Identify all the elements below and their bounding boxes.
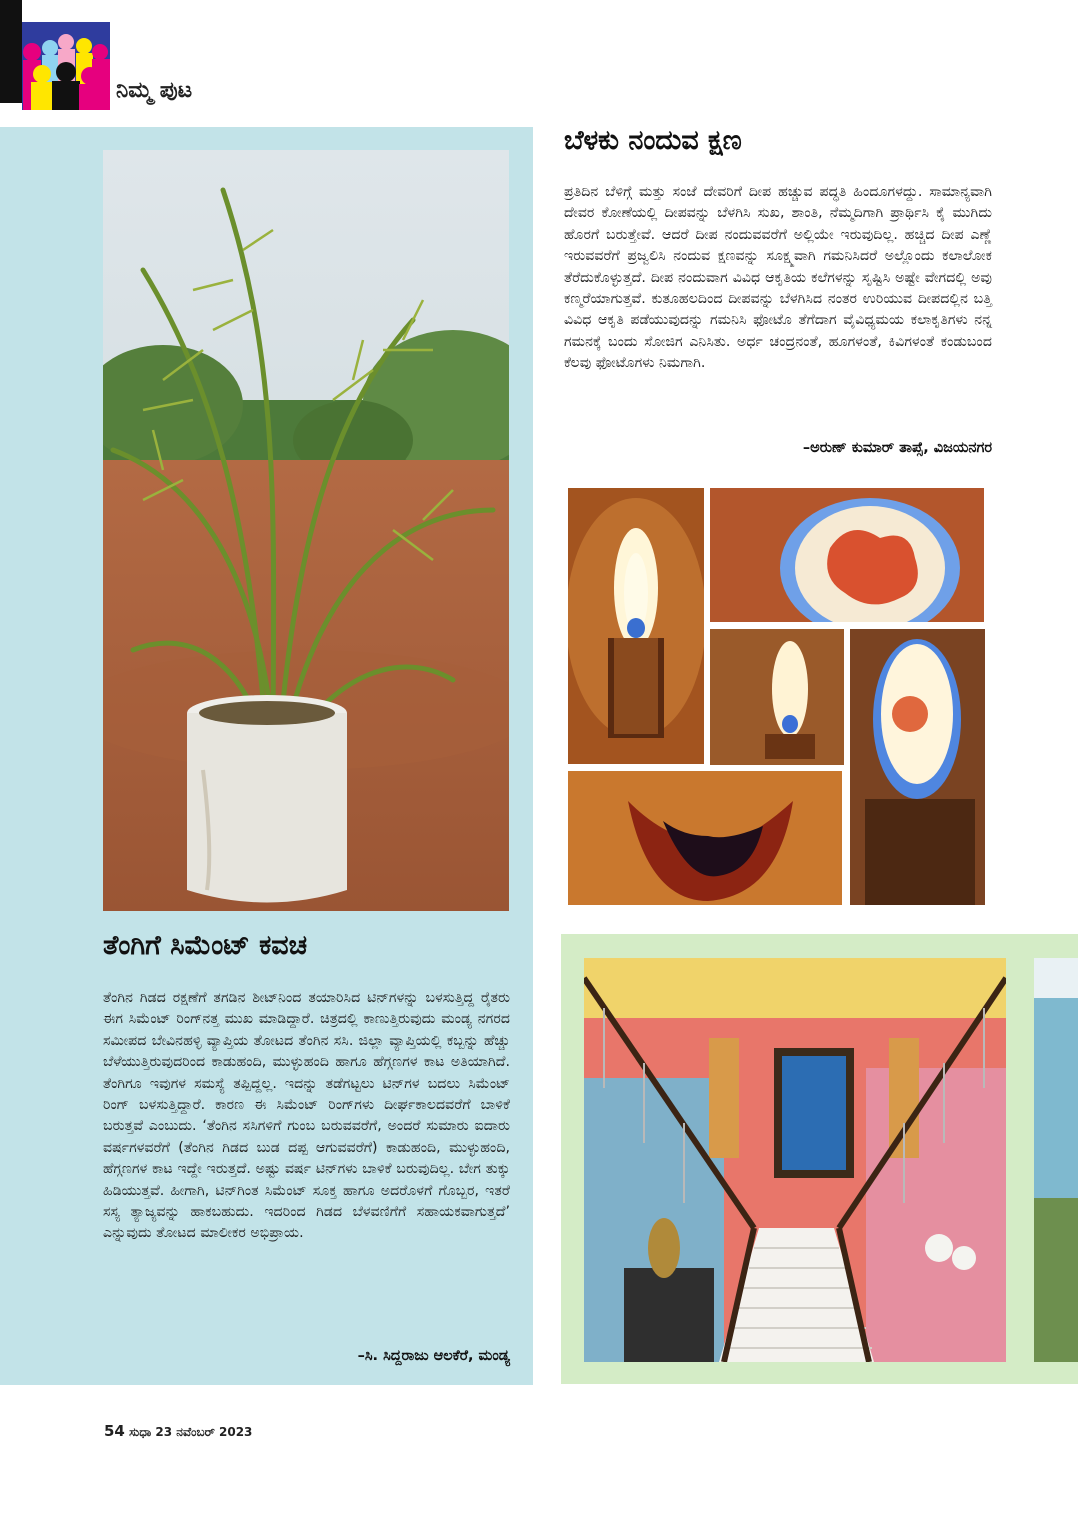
- staircase-interior-photo: [584, 958, 1006, 1362]
- left-article-title: ತೆಂಗಿಗೆ ಸಿಮೆಂಟ್ ಕವಚ: [103, 930, 308, 961]
- flame-photo-4: [850, 629, 985, 905]
- flame-photo-2: [710, 488, 984, 622]
- coconut-sapling-photo: [103, 150, 509, 911]
- page-number: 54: [104, 1422, 125, 1440]
- flame-photo-1: [568, 488, 704, 764]
- footer-text: ಸುಧಾ 23 ನವೆಂಬರ್ 2023: [129, 1425, 253, 1439]
- page-footer: [104, 1422, 252, 1440]
- flame-photo-5: [568, 771, 842, 905]
- right-article-title: ಬೆಳಕು ನಂದುವ ಕ್ಷಣ: [564, 125, 742, 156]
- left-article-body: ತೆಂಗಿನ ಗಿಡದ ರಕ್ಷಣೆಗೆ ತಗಡಿನ ಶೀಟ್‌ನಿಂದ ತಯಾರಿಸಿದ ಟಿನ್‌ಗಳನ್ನು ಬಳಸುತ್ತಿದ್ದ ರೈತರು ಈಗ ಸಿಮೆಂಟ್ ರಿಂಗ್‌ನತ್ತ ಮುಖ ಮಾಡಿದ್ದಾರೆ. ಚಿತ್ರದಲ್ಲಿ ಕಾಣುತ್ತಿರುವುದು ಮಂಡ್ಯ ನಗರದ ಸಮೀಪದ ಬೇವಿನಹಳ್ಳಿ ವ್ಯಾಪ್ತಿಯ ತೋಟದ ತೆಂಗಿನ ಸಸಿ. ಜಿಲ್ಲಾ ವ್ಯಾಪ್ತಿಯಲ್ಲಿ ಕಬ್ಬನ್ನು ಹೆಚ್ಚು ಬೆಳೆಯುತ್ತಿರುವುದರಿಂದ ಕಾಡುಹಂದಿ, ಮುಳ್ಳುಹಂದಿ ಹಾಗೂ ಹೆಗ್ಗಣಗಳ ಕಾಟ ಅತಿಯಾಗಿದೆ. ತೆಂಗಿಗೂ ಇವುಗಳ ಸಮಸ್ಯೆ ತಪ್ಪಿದ್ದಲ್ಲ. ಇದನ್ನು ತಡೆಗಟ್ಟಲು ಟಿನ್‌ಗಳ ಬದಲು ಸಿಮೆಂಟ್ ರಿಂಗ್ ಬಳಸುತ್ತಿದ್ದಾರೆ. ಕಾರಣ ಈ ಸಿಮೆಂಟ್ ರಿಂಗ್‌ಗಳು ದೀರ್ಘಕಾಲದವರೆಗೆ ಬಾಳಿಕೆ ಬರುತ್ತವೆ ಎಂಬುದು. ‘ತೆಂಗಿನ ಸಸಿಗಳಿಗೆ ಗುಂಬ ಬರುವವರೆಗೆ, ಅಂದರೆ ಸುಮಾರು ಐದಾರು ವರ್ಷಗಳವರೆಗೆ (ತೆಂಗಿನ ಗಿಡದ ಬುಡ ದಪ್ಪ ಆಗುವವರೆಗೆ) ಕಾಡುಹಂದಿ, ಮುಳ್ಳುಹಂದಿ, ಹೆಗ್ಗಣಗಳ ಕಾಟ ಇದ್ದೇ ಇರುತ್ತದೆ. ಅಷ್ಟು ವರ್ಷ ಟಿನ್‌ಗಳು ಬಾಳಿಕೆ ಬರುವುದಿಲ್ಲ. ಬೇಗ ತುಕ್ಕು ಹಿಡಿಯುತ್ತವೆ. ಹೀಗಾಗಿ, ಟಿನ್‌ಗಿಂತ ಸಿಮೆಂಟ್ ಸೂಕ್ತ ಹಾಗೂ ಅದರೊಳಗೆ ಗೊಬ್ಬರ, ಇತರೆ ಸಸ್ಯ ತ್ಯಾಜ್ಯವನ್ನು ಹಾಕಬಹುದು. ಇದರಿಂದ ಗಿಡದ ಬೆಳವಣಿಗೆಗೆ ಸಹಾಯಕವಾಗುತ್ತದೆ’ ಎನ್ನುವುದು ತೋಟದ ಮಾಲೀಕರ ಅಭಿಪ್ರಾಯ.: [103, 990, 510, 1242]
- partial-mural-photo: [1034, 958, 1078, 1362]
- right-article-byline: –ಅರುಣ್ ಕುಮಾರ್ ತಾಪ್ಸೆ, ವಿಜಯನಗರ: [802, 440, 992, 456]
- section-label: ನಿಮ್ಮ ಪುಟ: [116, 78, 193, 103]
- left-article-byline: –ಸಿ. ಸಿದ್ದರಾಜು ಆಲಕೆರೆ, ಮಂಡ್ಯ: [357, 1348, 510, 1364]
- corner-block: [0, 0, 22, 103]
- flame-photo-3: [710, 629, 844, 765]
- right-article-body: ಪ್ರತಿದಿನ ಬೆಳಿಗ್ಗೆ ಮತ್ತು ಸಂಜೆ ದೇವರಿಗೆ ದೀಪ ಹಚ್ಚುವ ಪದ್ಧತಿ ಹಿಂದೂಗಳದ್ದು. ಸಾಮಾನ್ಯವಾಗಿ ದೇವರ ಕೋಣೆಯಲ್ಲಿ ದೀಪವನ್ನು ಬೆಳಗಿಸಿ ಸುಖ, ಶಾಂತಿ, ನೆಮ್ಮದಿಗಾಗಿ ಪ್ರಾರ್ಥಿಸಿ ಕೈ ಮುಗಿದು ಹೊರಗೆ ಬರುತ್ತೇವೆ. ಆದರೆ ದೀಪ ನಂದುವವರೆಗೆ ಅಲ್ಲಿಯೇ ಇರುವುದಿಲ್ಲ. ಹಚ್ಚಿದ ದೀಪ ಎಣ್ಣೆ ಇರುವವರೆಗೆ ಪ್ರಜ್ವಲಿಸಿ ನಂದುವ ಕ್ಷಣವನ್ನು ಸೂಕ್ಷ್ಮವಾಗಿ ಗಮನಿಸಿದರೆ ಅಲ್ಲೊಂದು ಕಲಾಲೋಕ ತೆರೆದುಕೊಳ್ಳುತ್ತದೆ. ದೀಪ ನಂದುವಾಗ ವಿವಿಧ ಆಕೃತಿಯ ಕಲೆಗಳನ್ನು ಸೃಷ್ಟಿಸಿ ಅಷ್ಟೇ ವೇಗದಲ್ಲಿ ಅವು ಕಣ್ಮರೆಯಾಗುತ್ತವೆ. ಕುತೂಹಲದಿಂದ ದೀಪವನ್ನು ಬೆಳಗಿಸಿದ ನಂತರ ಉರಿಯುವ ದೀಪದಲ್ಲಿನ ಬತ್ತಿ ವಿವಿಧ ಆಕೃತಿ ಪಡೆಯುವುದನ್ನು ಗಮನಿಸಿ ಫೋಟೊ ತೆಗೆದಾಗ ವೈವಿಧ್ಯಮಯ ಕಲಾಕೃತಿಗಳು ನನ್ನ ಗಮನಕ್ಕೆ ಬಂದು ಸೋಜಿಗ ಎನಿಸಿತು. ಅರ್ಧ ಚಂದ್ರನಂತೆ, ಹೂಗಳಂತೆ, ಕಿವಿಗಳಂತೆ ಕಂಡುಬಂದ ಕೆಲವು ಫೋಟೊಗಳು ನಿಮಗಾಗಿ.: [564, 184, 992, 372]
- silhouette-crowd-icon: [22, 22, 110, 110]
